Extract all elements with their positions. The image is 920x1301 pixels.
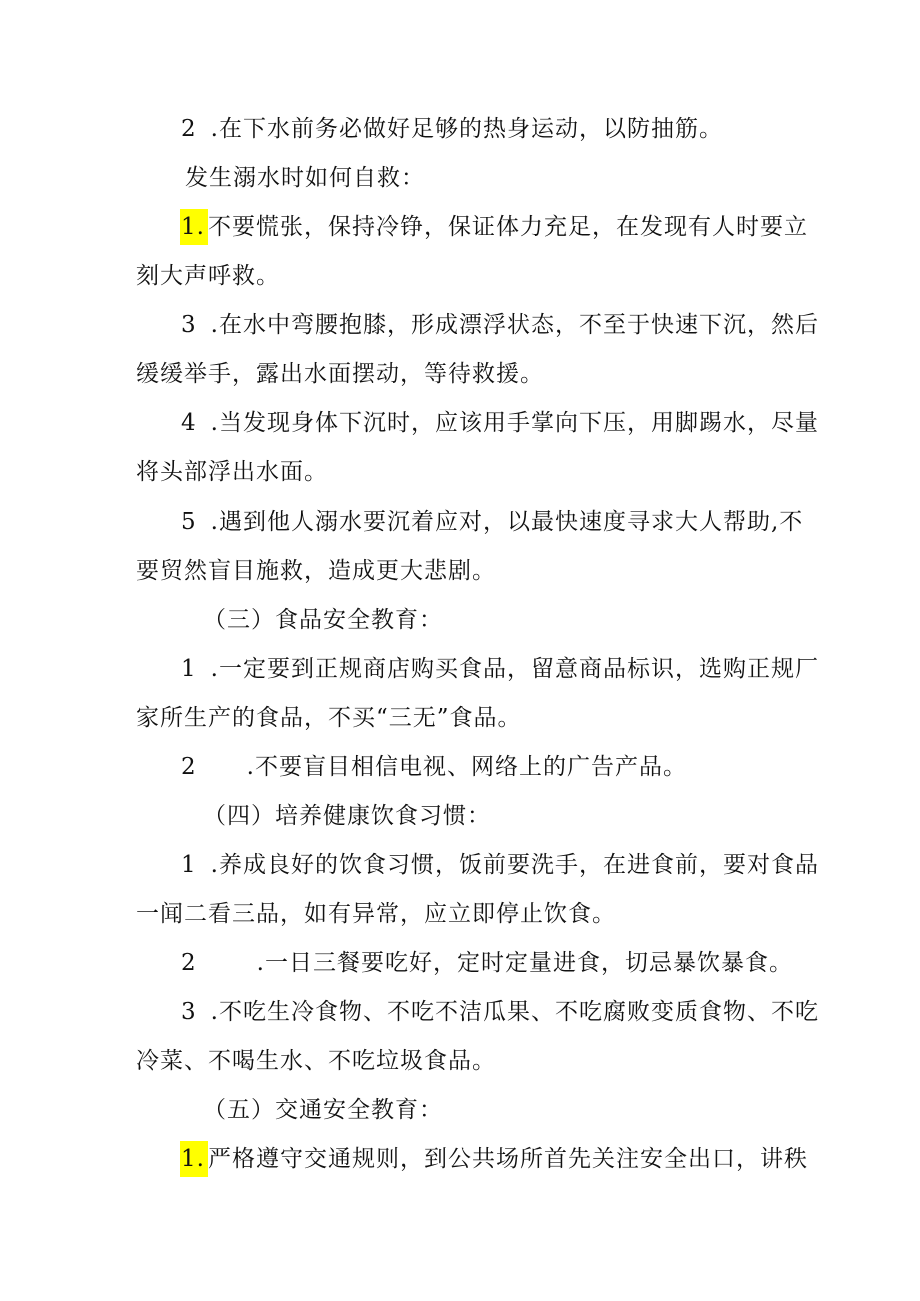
item-number: 4 xyxy=(181,410,197,436)
line-text: .当发现身体下沉时，应该用手掌向下压，用脚踢水，尽量 xyxy=(210,410,819,436)
paragraph-line xyxy=(181,405,819,441)
paragraph-line xyxy=(136,896,616,932)
line-text: .养成良好的饮食习惯，饭前要洗手，在进食前，要对食品 xyxy=(210,852,819,878)
line-text: .在下水前务必做好足够的热身运动，以防抽筋。 xyxy=(210,116,723,142)
paragraph-line xyxy=(181,651,819,687)
line-text: 要贸然盲目施救，造成更大悲剧。 xyxy=(136,558,496,584)
heading-text: （三）食品安全教育： xyxy=(203,607,443,633)
line-text: 发生溺水时如何自救： xyxy=(185,165,425,191)
line-text: .不要盲目相信电视、网络上的广告产品。 xyxy=(246,754,687,780)
line-text: .不吃生冷食物、不吃不洁瓜果、不吃腐败变质食物、不吃 xyxy=(210,999,819,1025)
paragraph-line xyxy=(136,700,522,736)
heading-text: （四）培养健康饮食习惯： xyxy=(203,803,491,829)
line-text: 家所生产的食品，不买“三无”食品。 xyxy=(136,705,522,731)
paragraph-line xyxy=(180,209,808,245)
item-number: 5 xyxy=(181,509,197,535)
paragraph-line xyxy=(136,454,328,490)
line-text: 冷菜、不喝生水、不吃垃圾食品。 xyxy=(136,1048,496,1074)
item-number: 2 xyxy=(181,116,197,142)
line-text: 刻大声呼救。 xyxy=(136,263,280,289)
item-number: 2 xyxy=(181,950,197,976)
paragraph-line xyxy=(136,258,280,294)
line-text: 一闻二看三品，如有异常，应立即停止饮食。 xyxy=(136,901,616,927)
line-text: .遇到他人溺水要沉着应对，以最快速度寻求大人帮助,不 xyxy=(210,509,804,535)
line-text: .一定要到正规商店购买食品，留意商品标识，选购正规厂 xyxy=(210,656,819,682)
item-number: 3 xyxy=(181,312,197,338)
paragraph-line xyxy=(181,749,687,785)
line-text: .在水中弯腰抱膝，形成漂浮状态，不至于快速下沉，然后 xyxy=(210,312,819,338)
line-text: 严格遵守交通规则，到公共场所首先关注安全出口，讲秩 xyxy=(207,1146,808,1172)
highlighted-item-number: 1. xyxy=(180,1141,208,1177)
section-heading xyxy=(203,1092,443,1128)
item-number: 1 xyxy=(181,852,197,878)
paragraph-line xyxy=(181,994,819,1030)
paragraph-line xyxy=(181,504,803,540)
heading-text: （五）交通安全教育： xyxy=(203,1097,443,1123)
line-text: 不要慌张，保持冷铮，保证体力充足，在发现有人时要立 xyxy=(207,214,808,240)
section-subheading xyxy=(185,160,425,196)
section-heading xyxy=(203,602,443,638)
paragraph-line xyxy=(136,356,544,392)
paragraph-line xyxy=(181,847,819,883)
paragraph-line xyxy=(181,307,819,343)
paragraph-line xyxy=(136,553,496,589)
item-number: 1 xyxy=(181,656,197,682)
highlighted-item-number: 1. xyxy=(180,209,208,245)
line-text: 缓缓举手，露出水面摆动，等待救援。 xyxy=(136,361,544,387)
paragraph-line xyxy=(180,1141,808,1177)
section-heading xyxy=(203,798,491,834)
item-number: 3 xyxy=(181,999,197,1025)
paragraph-line xyxy=(136,1043,496,1079)
line-text: .一日三餐要吃好，定时定量进食，切忌暴饮暴食。 xyxy=(256,950,793,976)
line-text: 将头部浮出水面。 xyxy=(136,459,328,485)
paragraph-line xyxy=(181,945,793,981)
item-number: 2 xyxy=(181,754,197,780)
paragraph-line xyxy=(181,111,723,147)
